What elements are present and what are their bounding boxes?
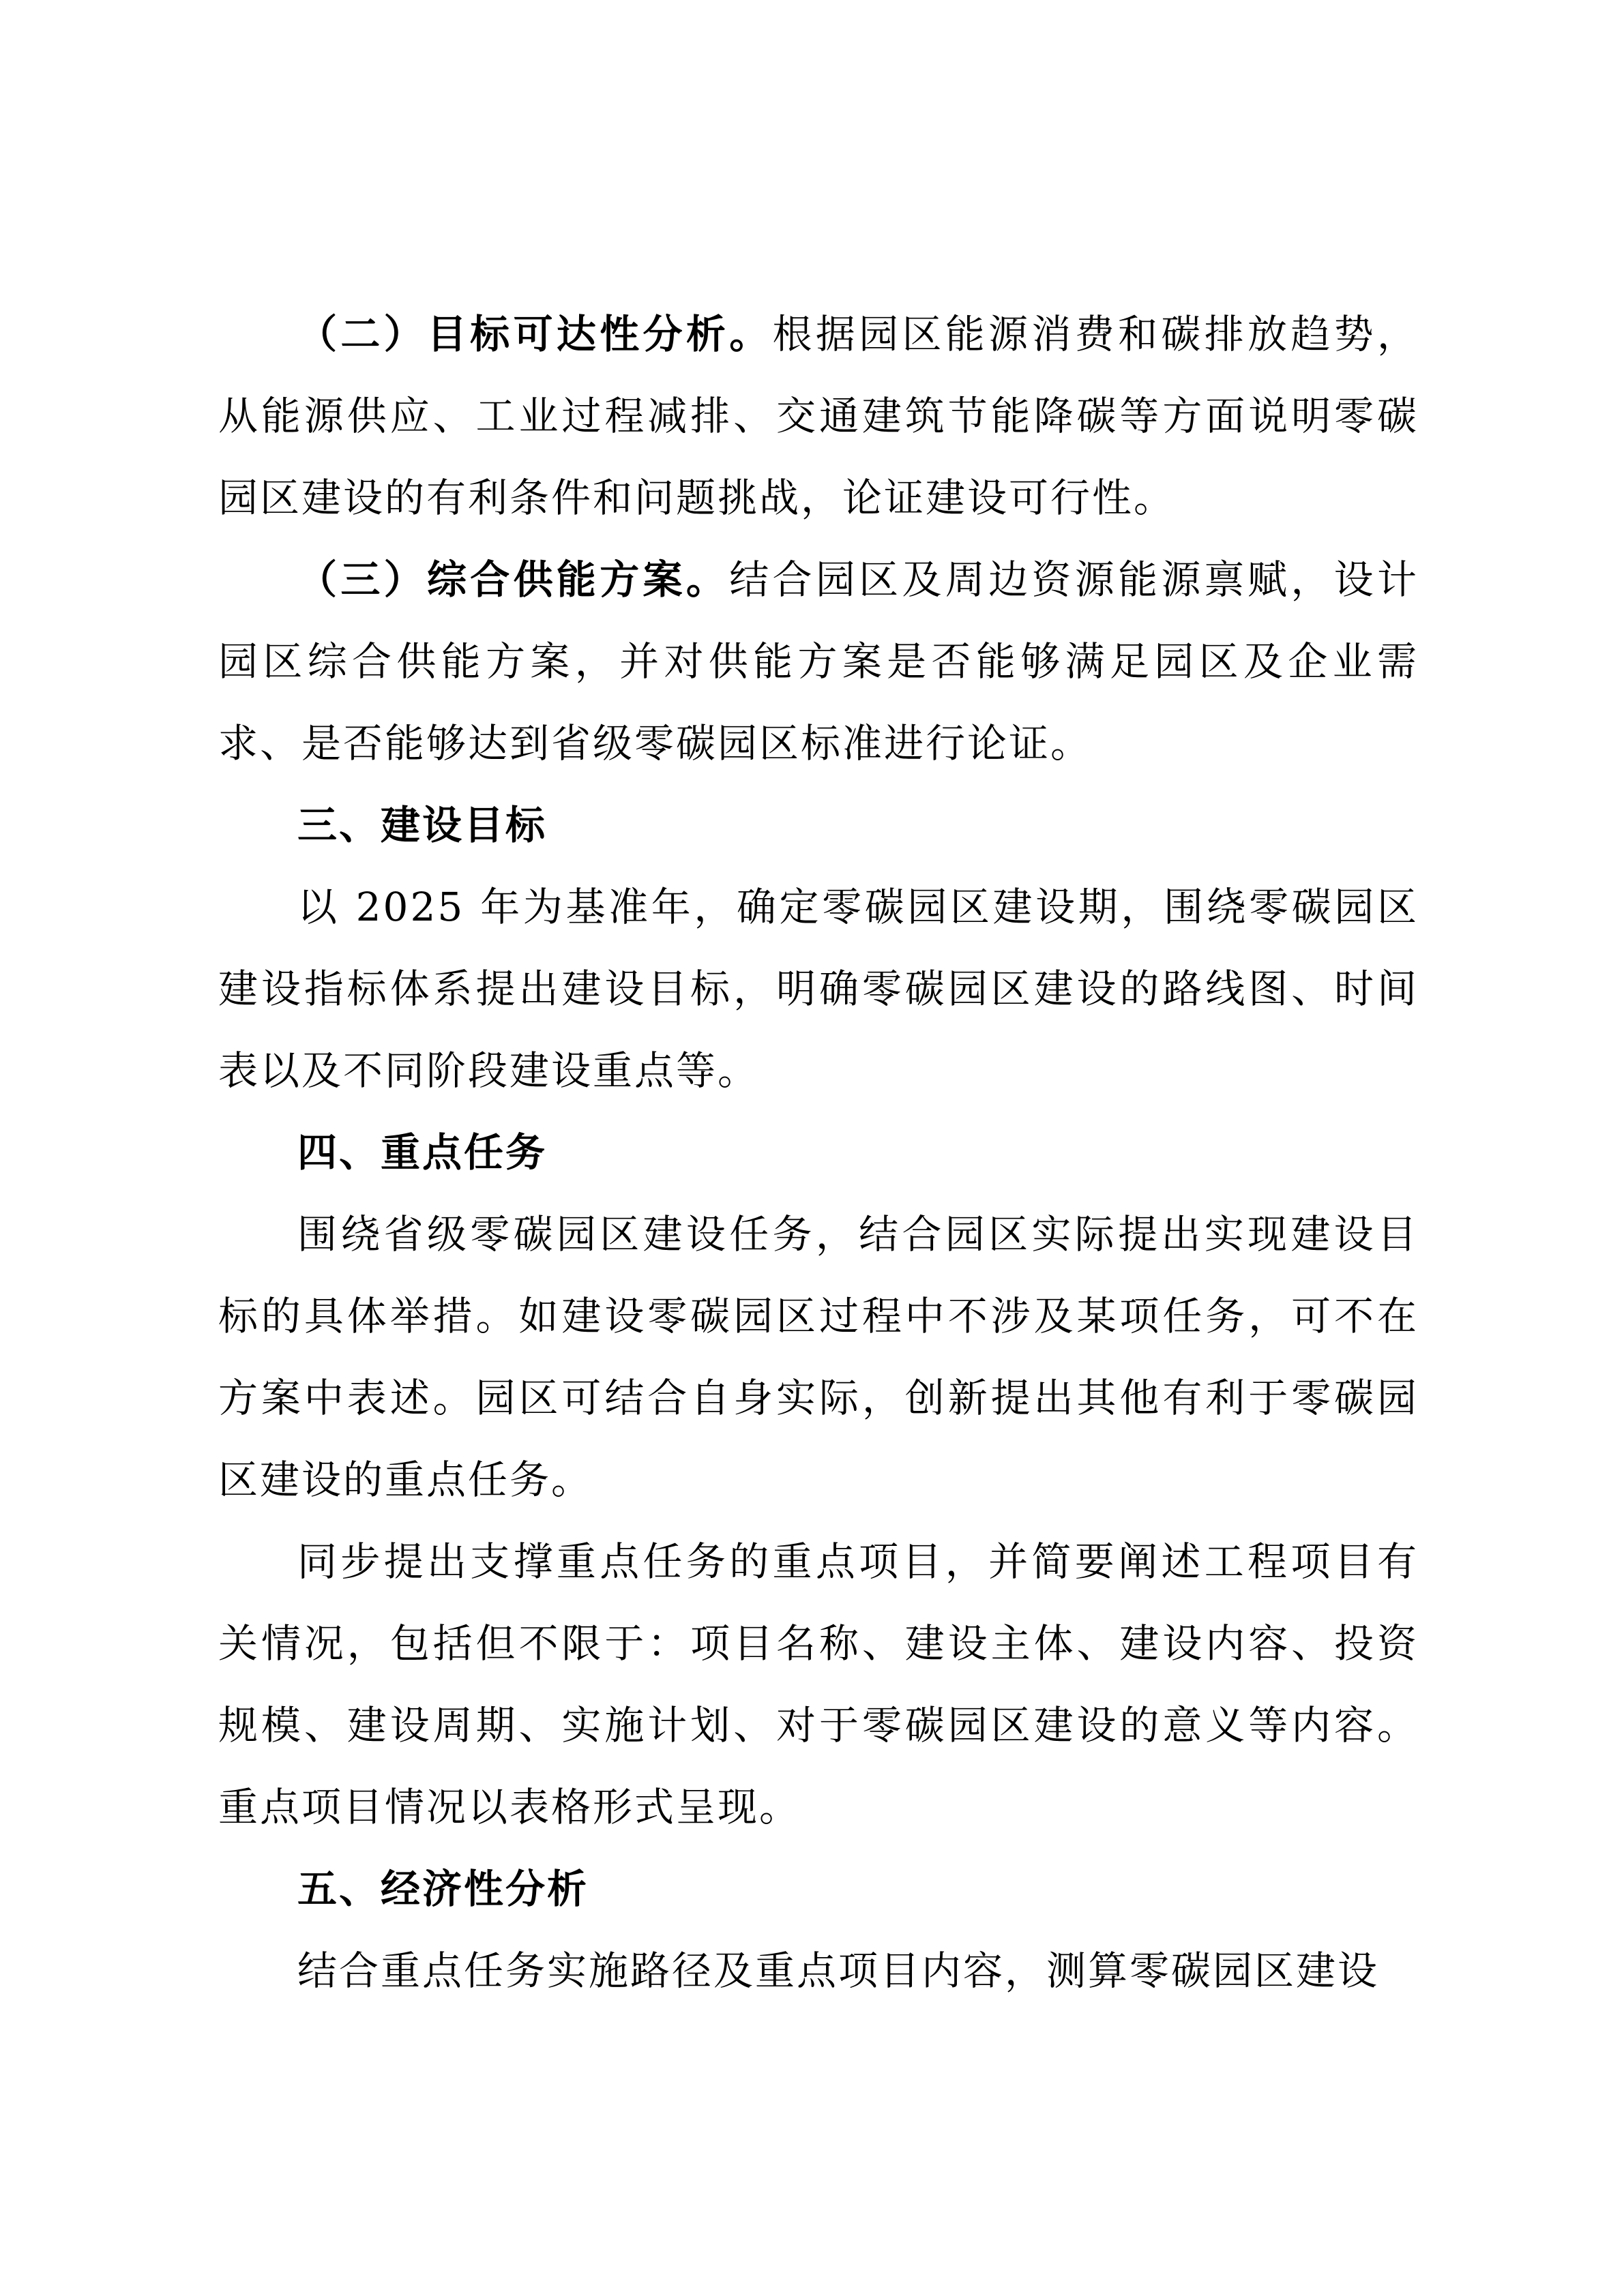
document-page — [218, 293, 1419, 2012]
heading-economic-analysis: 五、经济性分析 — [297, 1866, 589, 1912]
heading-key-tasks: 四、重点任务 — [297, 1129, 548, 1176]
paragraph-target-feasibility — [218, 293, 1419, 539]
paragraph-economic-analysis: 结合重点任务实施路径及重点项目内容，测算零碳园区建设 — [297, 1948, 1380, 1994]
paragraph-key-projects: 同步提出支撑重点任务的重点项目，并简要阐述工程项目有关情况，包括但不限于：项目名称、建设主体、建设内容、投资规模、建设周期、实施计划、对于零碳园区建设的意义等内容。重点项目情况以表格形式呈现。 — [218, 1538, 1419, 1830]
paragraph-body-energy-supply-plan: 结合园区及周边资源能源禀赋，设计园区综合供能方案，并对供能方案是否能够满足园区及企业需求、是否能够达到省级零碳园区标准进行论证。 — [218, 556, 1419, 766]
paragraph-body-target-feasibility: 根据园区能源消费和碳排放趋势，从能源供应、工业过程减排、交通建筑节能降碳等方面说明零碳园区建设的有利条件和问题挑战，论证建设可行性。 — [218, 311, 1419, 521]
paragraph-key-tasks: 围绕省级零碳园区建设任务，结合园区实际提出实现建设目标的具体举措。如建设零碳园区过程中不涉及某项任务，可不在方案中表述。园区可结合自身实际，创新提出其他有利于零碳园区建设的重点任务。 — [218, 1211, 1419, 1503]
heading-construction-goals: 三、建设目标 — [297, 802, 548, 848]
paragraph-energy-supply-plan — [218, 539, 1419, 784]
paragraph-lead-target-feasibility: （二）目标可达性分析。 — [297, 311, 773, 357]
paragraph-lead-energy-supply-plan: （三）综合供能方案。 — [297, 556, 730, 603]
paragraph-construction-goals: 以 2025 年为基准年，确定零碳园区建设期，围绕零碳园区建设指标体系提出建设目标，明确零碳园区建设的路线图、时间表以及不同阶段建设重点等。 — [218, 884, 1419, 1094]
